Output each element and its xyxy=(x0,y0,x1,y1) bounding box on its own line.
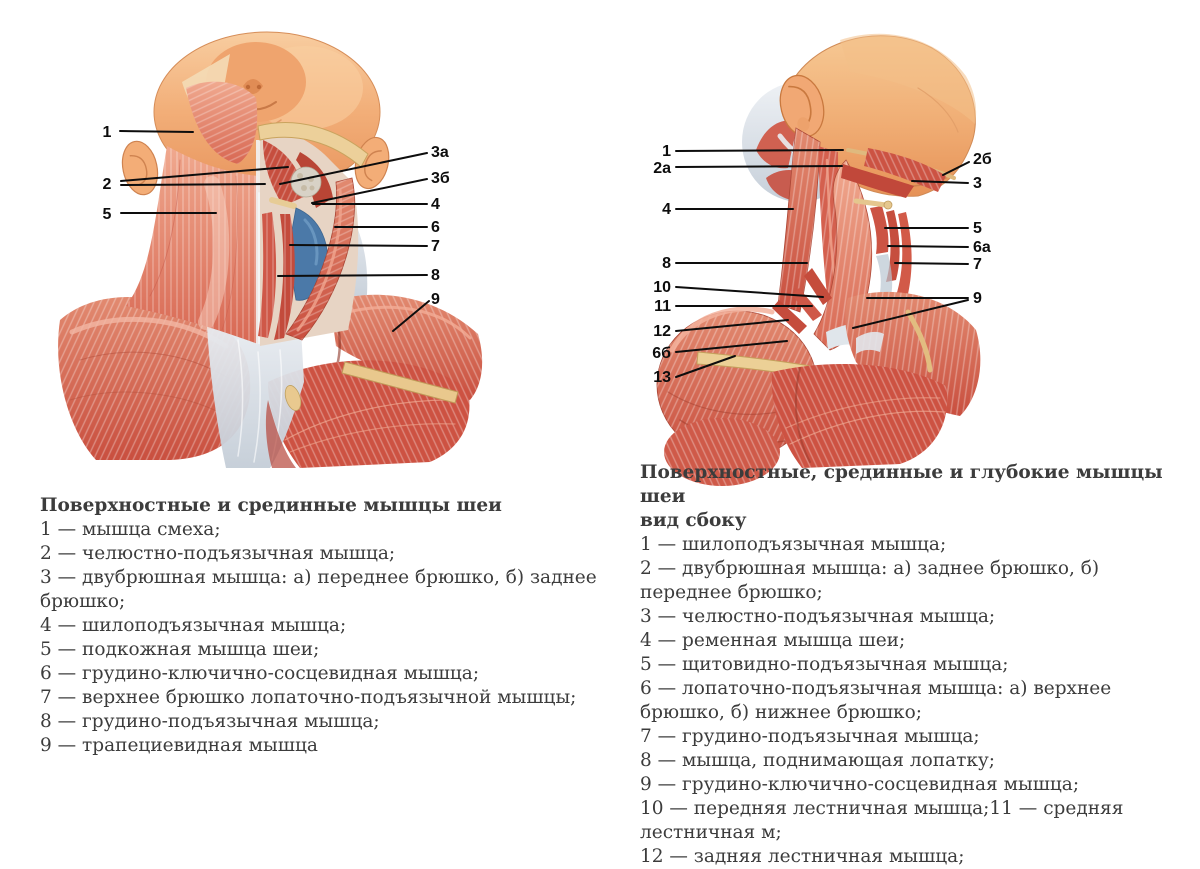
figure-label-4: 4 xyxy=(431,196,440,213)
figure-label-8: 8 xyxy=(431,267,440,284)
figure-label-9: 9 xyxy=(973,290,982,307)
figure-label-3б: 3б xyxy=(431,170,450,187)
leader-line-2а xyxy=(676,166,842,167)
leader-line-1 xyxy=(676,150,843,151)
legend-item: 12 — задняя лестничная мышца; xyxy=(640,846,965,867)
left-ear xyxy=(118,138,162,198)
figure-label-7: 7 xyxy=(973,256,982,273)
legend-item: 3 — двубрюшная мышца: а) переднее брюшко, б) заднее брюшко; xyxy=(40,567,597,612)
legend-item: 5 — подкожная мышца шеи; xyxy=(40,639,320,660)
figure-label-4: 4 xyxy=(662,201,671,218)
legend-item: 4 — ременная мышца шеи; xyxy=(640,630,906,651)
legend-item: 6 — грудино-ключично-сосцевидная мышца; xyxy=(40,663,480,684)
legend-item: 8 — грудино-подъязычная мышца; xyxy=(40,711,380,732)
figure-label-6а: 6а xyxy=(973,239,991,256)
figure-label-12: 12 xyxy=(653,323,671,340)
legend-item: 2 — челюстно-подъязычная мышца; xyxy=(40,543,396,564)
figure-label-3а: 3а xyxy=(431,144,449,161)
legend-title-line: Поверхностные и срединные мышцы шеи xyxy=(40,495,502,516)
figure-label-8: 8 xyxy=(662,255,671,272)
legend-item: 6 — лопаточно-подъязычная мышца: а) верхнее брюшко, б) нижнее брюшко; xyxy=(640,678,1112,723)
figure-label-5: 5 xyxy=(102,206,112,223)
legend-item: 5 — щитовидно-подъязычная мышца; xyxy=(640,654,1009,675)
figure-side-view xyxy=(600,0,1200,470)
figure-front-view xyxy=(0,0,600,470)
figure-label-6б: 6б xyxy=(652,345,671,362)
legend-item: 10 — передняя лестничная мышца;11 — средняя лестничная м; xyxy=(640,798,1124,843)
legend-title-line: вид сбоку xyxy=(640,510,747,531)
figure-label-1: 1 xyxy=(662,143,671,160)
figure-label-1: 1 xyxy=(102,124,112,141)
leader-line-6а xyxy=(888,246,968,247)
figure-label-6: 6 xyxy=(431,219,440,236)
figure-label-2б: 2б xyxy=(973,151,992,168)
figure-label-11: 11 xyxy=(654,298,671,315)
legend-title-line: Поверхностные, срединные и глубокие мышцы шеи xyxy=(640,462,1163,507)
figure-label-13: 13 xyxy=(653,369,671,386)
leader-line-7 xyxy=(895,263,968,264)
legend-item: 9 — трапециевидная мышца xyxy=(40,735,318,756)
legend-side-view xyxy=(640,461,1188,869)
leader-line-1 xyxy=(120,131,193,132)
figure-label-9: 9 xyxy=(431,291,440,308)
legend-item: 4 — шилоподъязычная мышца; xyxy=(40,615,347,636)
leader-line-2 xyxy=(121,184,265,185)
legend-item: 7 — верхнее брюшко лопаточно-подъязычной мышцы; xyxy=(40,687,577,708)
leader-line-8 xyxy=(278,275,427,276)
leader-line-7 xyxy=(290,245,427,246)
figure-label-3: 3 xyxy=(973,175,982,192)
figure-label-10: 10 xyxy=(653,279,671,296)
figure-label-2а: 2а xyxy=(653,160,671,177)
side-shoulder-illustration xyxy=(657,292,980,486)
legend-item: 9 — грудино-ключично-сосцевидная мышца; xyxy=(640,774,1080,795)
legend-item: 1 — шилоподъязычная мышца; xyxy=(640,534,947,555)
figure-label-5: 5 xyxy=(973,220,982,237)
figure-label-2: 2 xyxy=(102,176,112,193)
legend-item: 8 — мышца, поднимающая лопатку; xyxy=(640,750,996,771)
legend-item: 7 — грудино-подъязычная мышца; xyxy=(640,726,980,747)
legend-item: 2 — двубрюшная мышца: а) заднее брюшко, б) переднее брюшко; xyxy=(640,558,1100,603)
legend-item: 1 — мышца смеха; xyxy=(40,519,221,540)
figure-label-7: 7 xyxy=(431,238,440,255)
legend-item: 3 — челюстно-подъязычная мышца; xyxy=(640,606,996,627)
legend-front-view xyxy=(40,494,606,758)
